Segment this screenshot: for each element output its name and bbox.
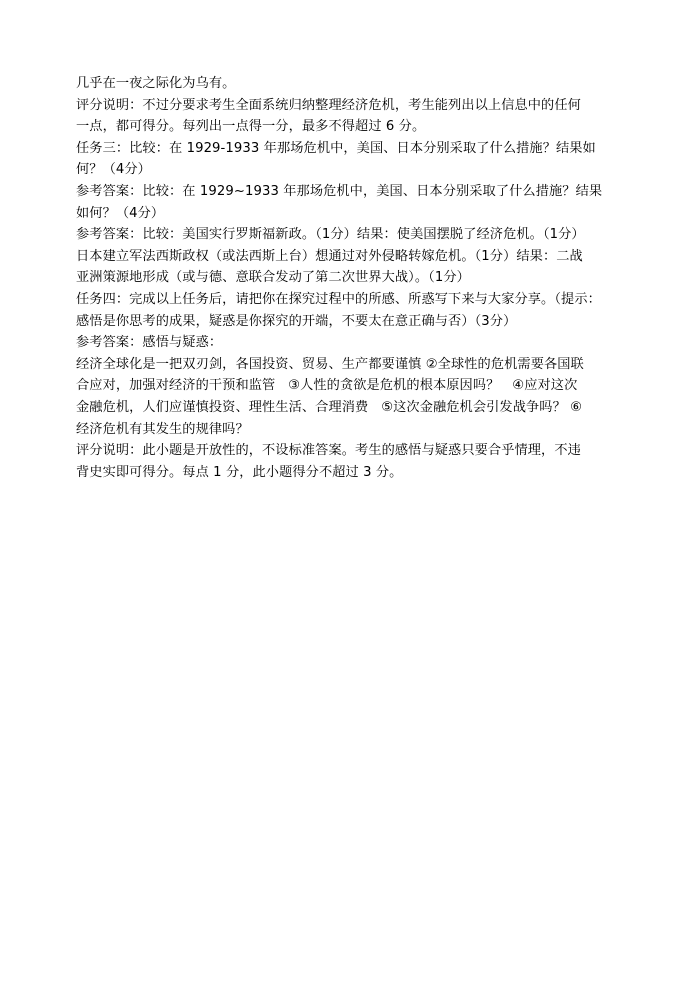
- document-body: [76, 73, 636, 483]
- text-line: 背史实即可得分。每点 1 分，此小题得分不超过 3 分。: [76, 464, 403, 480]
- text-line: 参考答案：感悟与疑惑：: [76, 335, 223, 351]
- text-line: 任务四：完成以上任务后，请把你在探究过程中的所感、所惑写下来与大家分享。（提示：: [76, 291, 601, 307]
- text-line: 评分说明：此小题是开放性的，不设标准答案。考生的感悟与疑惑只要合乎情理，不违: [76, 443, 581, 459]
- text-line: 经济危机有其发生的规律吗？: [76, 421, 249, 437]
- text-line: 参考答案：比较：在 1929~1933 年那场危机中，美国、日本分别采取了什么措施？结果: [76, 183, 603, 199]
- text-line: 如何？（4分）: [76, 205, 165, 221]
- text-line: 一点，都可得分。每列出一点得一分，最多不得超过 6 分。: [76, 119, 426, 135]
- text-line: 感悟是你思考的成果，疑惑是你探究的开端，不要太在意正确与否）（3分）: [76, 313, 517, 329]
- text-line: 参考答案：比较：美国实行罗斯福新政。（1分）结果：使美国摆脱了经济危机。（1分）: [76, 227, 585, 243]
- text-line: 亚洲策源地形成（或与德、意联合发动了第二次世界大战）。（1分）: [76, 270, 470, 286]
- text-line: 何？（4分）: [76, 162, 151, 178]
- text-line: 任务三：比较：在 1929-1933 年那场危机中，美国、日本分别采取了什么措施？结果如: [76, 140, 596, 156]
- text-line: 日本建立军法西斯政权（或法西斯上台）想通过对外侵略转嫁危机。（1分）结果：二战: [76, 248, 583, 264]
- text-line: 经济全球化是一把双刃剑，各国投资、贸易、生产都要谨慎 ②全球性的危机需要各国联: [76, 356, 584, 372]
- text-line: 合应对，加强对经济的干预和监管 ③人性的贪欲是危机的根本原因吗？ ④应对这次: [76, 378, 578, 394]
- text-line: 评分说明：不过分要求考生全面系统归纳整理经济危机，考生能列出以上信息中的任何: [76, 97, 581, 113]
- text-line: 金融危机，人们应谨慎投资、理性生活、合理消费 ⑤这次金融危机会引发战争吗？ ⑥: [76, 399, 583, 415]
- text-line: 几乎在一夜之际化为乌有。: [76, 76, 236, 91]
